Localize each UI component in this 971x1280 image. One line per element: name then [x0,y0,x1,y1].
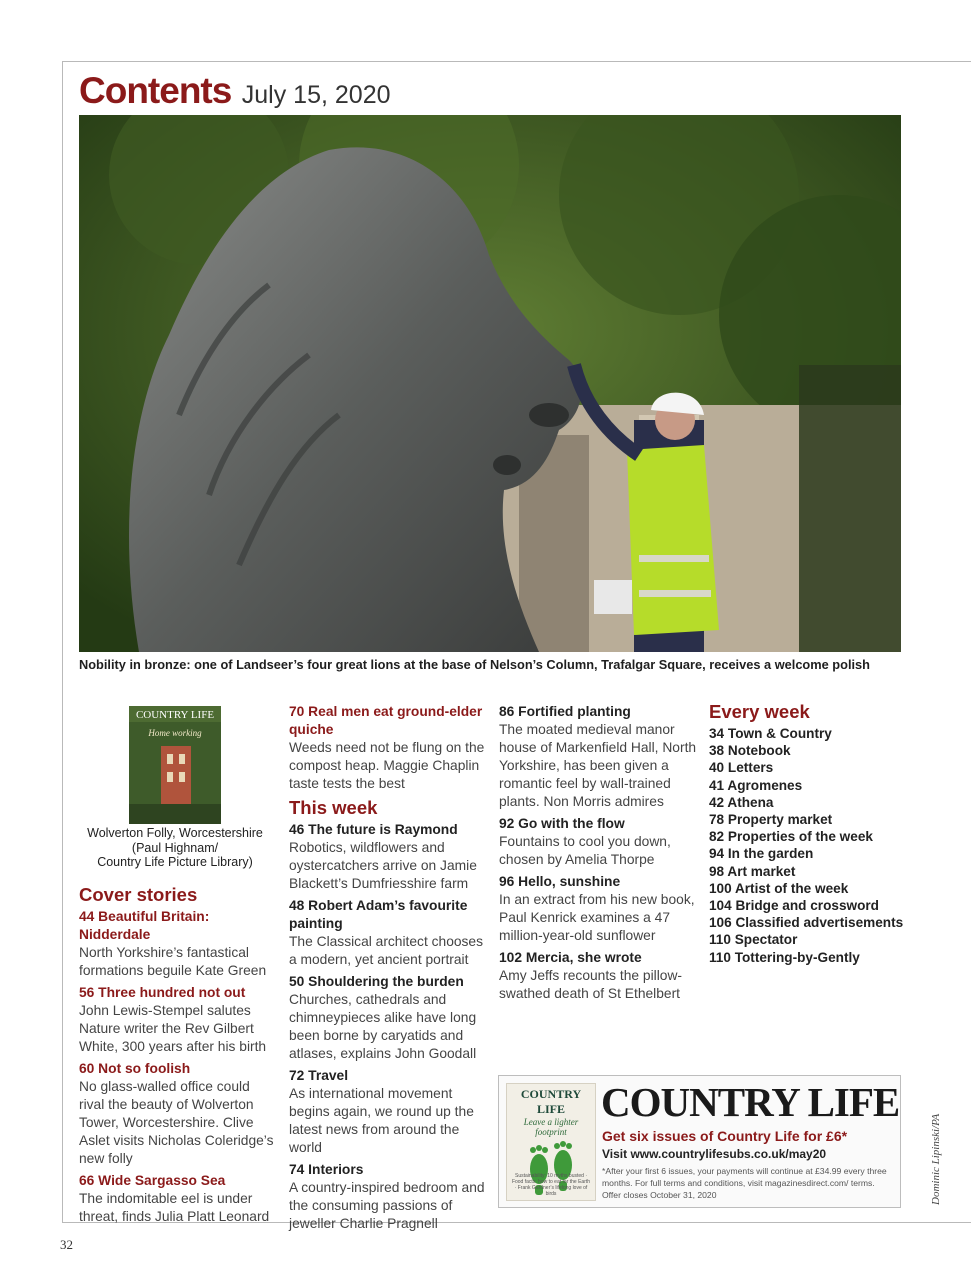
list-item[interactable] [499,703,697,811]
ad-url-link[interactable]: Visit www.countrylifesubs.co.uk/may20 [602,1147,827,1161]
story-desc: The Classical architect chooses a modern, yet ancient portrait [289,934,484,967]
list-item[interactable] [79,908,277,980]
story-desc: John Lewis-Stempel salutes Nature writer the Rev Gilbert White, 300 years after his birth [79,1003,267,1054]
cover-credit-line: (Paul Highnam/ [131,840,219,855]
list-item[interactable]: 100 Artist of the week [709,880,849,896]
list-item[interactable]: 98 Art market [709,863,796,879]
story-title: 72 Travel [289,1068,349,1083]
story-title: 46 The future is Raymond [289,822,458,837]
story-title: 44 Beautiful Britain: Nidderdale [79,909,210,942]
list-item[interactable] [79,1172,277,1226]
cover-coverline: Home working [148,728,202,738]
story-desc: Amy Jeffs recounts the pillow-swathed death of St Ethelbert [499,968,683,1001]
page-header [79,70,391,112]
list-item[interactable]: 104 Bridge and crossword [709,898,879,914]
hero-photo [79,115,901,652]
story-desc: Churches, cathedrals and chimneypieces alike have long been borne by caryatids and atlases, explains John Goodall [289,992,477,1061]
list-item[interactable]: 42 Athena [709,794,774,810]
photo-credit [930,1100,944,1210]
list-item[interactable] [79,984,277,1056]
story-desc: The moated medieval manor house of Markenfield Hall, North Yorkshire, has been given a romantic feel by wall-trained plants. Non Morris admires [499,722,697,809]
list-item[interactable]: 78 Property market [709,812,833,828]
list-item[interactable]: 110 Tottering-by-Gently [709,949,860,965]
hero-caption: Nobility in bronze: one of Landseer’s four great lions at the base of Nelson’s Column, Trafalgar Square, receives a welcome polish [79,657,870,672]
this-week-column [289,703,487,1233]
issue-date: July 15, 2020 [241,81,391,109]
story-title: 66 Wide Sargasso Sea [79,1173,226,1188]
subscription-ad[interactable] [498,1075,901,1208]
story-title: 50 Shouldering the burden [289,974,464,989]
list-item[interactable] [289,1067,487,1157]
story-title: 102 Mercia, she wrote [499,950,642,965]
cover-stories-column [79,880,277,1226]
story-desc: As international movement begins again, we round up the latest news from around the world [289,1086,474,1155]
story-desc: Robotics, wildflowers and oystercatchers arrive on Jamie Blackett’s Dumfriesshire farm [289,840,477,891]
photo-credit-text: Dominic Lipinski/PA [930,1113,942,1205]
cover-image [129,706,221,824]
list-item[interactable] [289,1161,487,1233]
story-title: 70 Real men eat ground-elder quiche [289,704,483,737]
cover-credit-line: Wolverton Folly, Worcestershire [87,826,263,840]
list-item[interactable]: 94 In the garden [709,846,814,862]
list-item[interactable]: 110 Spectator [709,932,798,948]
ad-magazine-cover [506,1083,596,1201]
ad-offer: Get six issues of Country Life for £6* [602,1128,848,1144]
list-item[interactable]: 41 Agromenes [709,777,803,793]
list-item[interactable] [499,815,697,869]
list-item[interactable] [499,949,697,1003]
list-item[interactable]: 82 Properties of the week [709,829,873,845]
every-week-column [709,703,909,966]
list-item[interactable]: 34 Town & Country [709,726,832,741]
story-desc: North Yorkshire’s fantastical formations beguile Kate Green [79,945,267,978]
cover-thumbnail [129,706,221,824]
every-week-heading: Every week [709,701,810,722]
list-item[interactable] [499,873,697,945]
story-title: 74 Interiors [289,1162,364,1177]
list-item[interactable]: 40 Letters [709,760,774,776]
story-desc: The indomitable eel is under threat, finds Julia Platt Leonard [79,1191,270,1224]
cover-stories-heading: Cover stories [79,884,198,905]
page-number: 32 [60,1237,73,1252]
story-title: 48 Robert Adam’s favourite painting [289,898,468,931]
list-item[interactable]: 106 Classified advertisements [709,915,904,931]
story-title: 96 Hello, sunshine [499,874,621,889]
story-title: 86 Fortified planting [499,704,631,719]
story-desc: Fountains to cool you down, chosen by Amelia Thorpe [499,834,671,867]
list-item[interactable] [289,703,487,793]
ad-magazine-masthead: COUNTRY LIFE [520,1087,582,1116]
page-title: Contents [79,70,232,111]
ad-logo: COUNTRY LIFE [601,1079,900,1125]
cover-credit-line: Country Life Picture Library) [97,855,253,869]
ad-terms: *After your first 6 issues, your payments will continue at £34.99 every three months. For full terms and conditions, visit magazinesdirect.com/ terms. Offer closes October 31, 2020 [602,1166,887,1200]
list-item[interactable] [289,821,487,893]
features-column [499,703,697,1003]
list-item[interactable] [289,973,487,1063]
story-desc: Weeds need not be flung on the compost heap. Maggie Chaplin taste tests the best [289,740,485,791]
ad-magazine-tagline: Leave a lighter footprint [523,1117,579,1137]
story-desc: In an extract from his new book, Paul Kenrick examines a 47 million-year-old sunflower [499,892,695,943]
list-item[interactable]: 38 Notebook [709,743,791,759]
story-desc: A country-inspired bedroom and the consuming passions of jeweller Charlie Pragnell [289,1180,485,1231]
story-title: 60 Not so foolish [79,1061,191,1076]
story-desc: No glass-walled office could rival the beauty of Wolverton Tower, Worcestershire. Clive Aslet visits Nicholas Coleridge’s new folly [79,1079,274,1166]
list-item[interactable] [79,1060,277,1168]
cover-credit [79,826,271,870]
story-title: 56 Three hundred not out [79,985,246,1000]
ad-magazine-footer: Sustainability: 10 myths busted · Food facts: how to eat for the Earth · Frank Gardner’s lifelong love of birds [511,1173,591,1197]
story-title: 92 Go with the flow [499,816,625,831]
cover-masthead: COUNTRY LIFE [135,709,215,721]
lion-statue-illustration [79,115,901,652]
list-item[interactable] [289,897,487,969]
this-week-heading: This week [289,797,378,818]
